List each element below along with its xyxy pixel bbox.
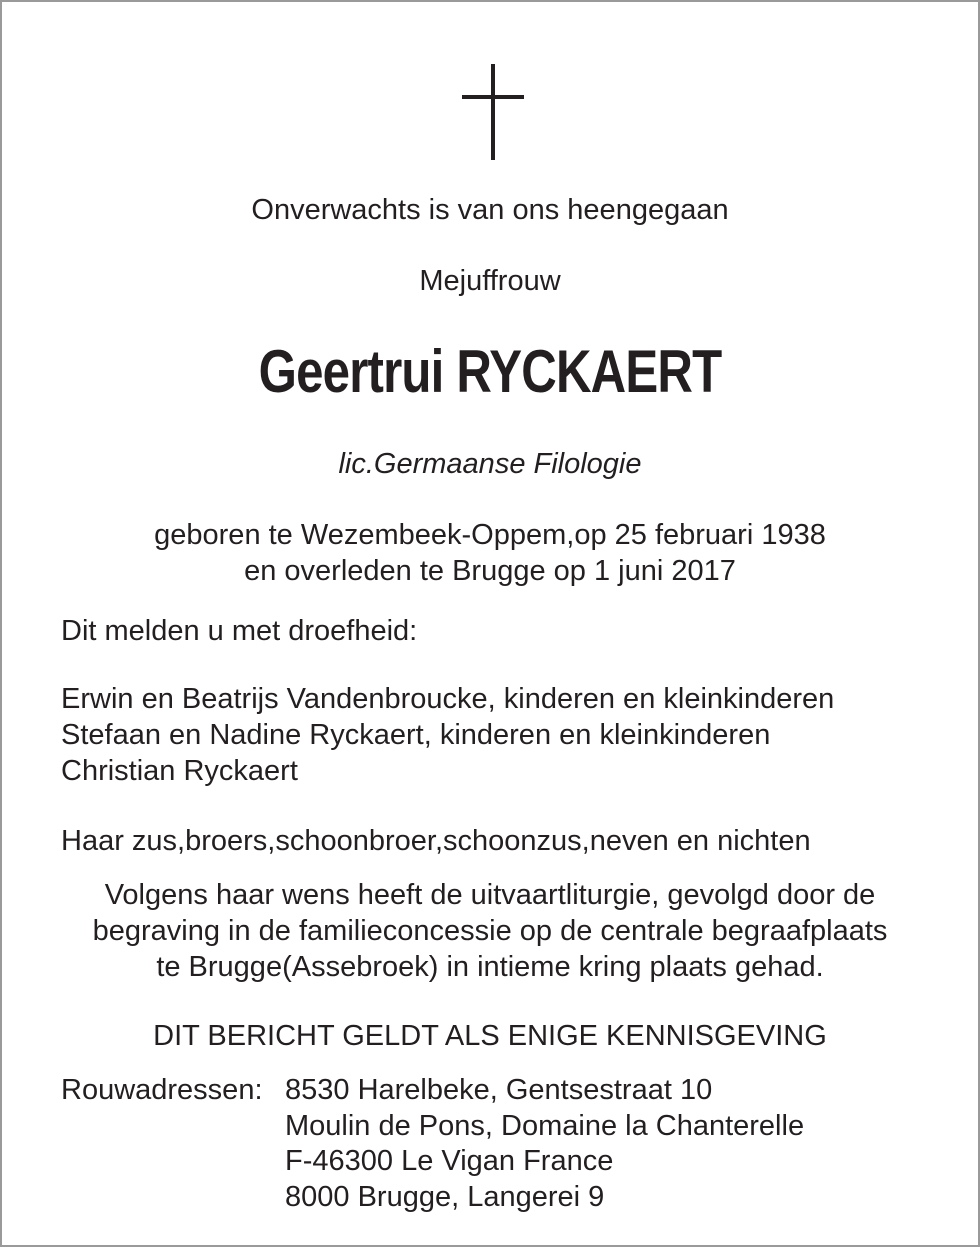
funeral-line: begraving in de familieconcessie op de centrale begraafplaats — [92, 915, 888, 947]
address-line: F-46300 Le Vigan France — [285, 1145, 614, 1177]
family-line: Stefaan en Nadine Ryckaert, kinderen en kleinkinderen — [61, 719, 771, 751]
cross-icon — [462, 64, 524, 160]
death-text: en overleden te Brugge op 1 juni 2017 — [244, 555, 736, 587]
address-line: 8530 Harelbeke, Gentsestraat 10 — [285, 1074, 713, 1106]
birth-text: geboren te Wezembeek-Oppem,op 25 februari 1938 — [154, 519, 826, 551]
notice-text: DIT BERICHT GELDT ALS ENIGE KENNISGEVING — [153, 1020, 827, 1052]
addresses-label: Rouwadressen: — [61, 1074, 263, 1106]
address-line: Moulin de Pons, Domaine la Chanterelle — [285, 1110, 805, 1142]
relatives-text: Haar zus,broers,schoonbroer,schoonzus,neven en nichten — [61, 825, 811, 857]
family-line: Christian Ryckaert — [61, 755, 298, 787]
title-prefix: Mejuffrouw — [419, 265, 561, 297]
announcement-text: Dit melden u met droefheid: — [61, 615, 418, 647]
deceased-name: Geertrui RYCKAERT — [258, 338, 722, 405]
family-line: Erwin en Beatrijs Vandenbroucke, kinderen en kleinkinderen — [61, 683, 835, 715]
degree-text: lic.Germaanse Filologie — [338, 448, 642, 480]
funeral-line: Volgens haar wens heeft de uitvaartliturgie, gevolgd door de — [104, 879, 876, 911]
intro-text: Onverwachts is van ons heengegaan — [251, 194, 729, 226]
funeral-line: te Brugge(Assebroek) in intieme kring plaats gehad. — [156, 951, 824, 983]
address-line: 8000 Brugge, Langerei 9 — [285, 1181, 605, 1213]
